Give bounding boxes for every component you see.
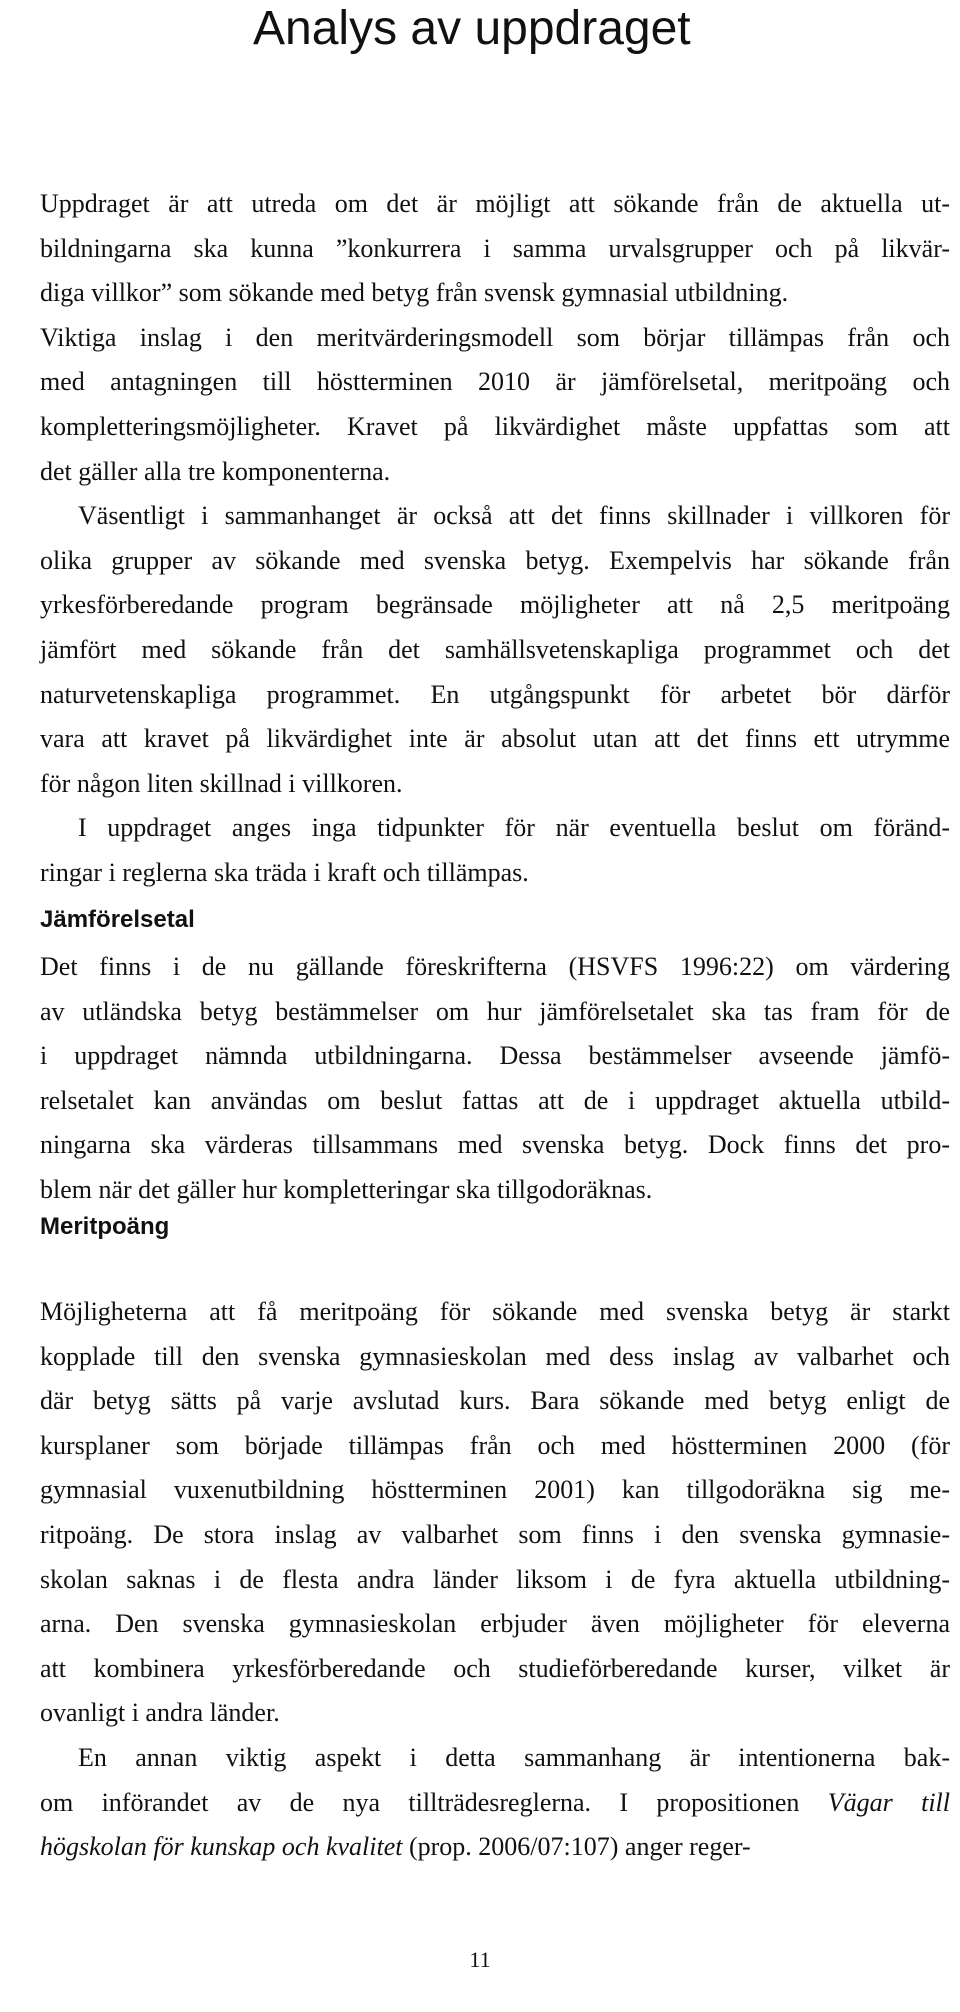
text-line-with-italic	[40, 1825, 950, 1870]
text-line: Väsentligt i sammanhanget är också att det finns skillnader i villkoren för	[78, 501, 950, 531]
text-line: ritpoäng. De stora inslag av valbarhet som finns i den svenska gymnasie-	[40, 1519, 950, 1549]
text-line: där betyg sätts på varje avslutad kurs. Bara sökande med betyg enligt de	[40, 1386, 950, 1416]
italic-title-text: högskolan för kunskap och kvalitet	[40, 1832, 403, 1862]
paragraph-first-line	[40, 494, 950, 539]
text-line: vara att kravet på likvärdighet inte är absolut utan att det finns ett utrymme	[40, 724, 950, 754]
text-line: ningarna ska värderas tillsammans med svenska betyg. Dock finns det pro-	[40, 1130, 950, 1160]
text-line: jämfört med sökande från det samhällsvetenskapliga programmet och det	[40, 634, 950, 664]
text-line: att kombinera yrkesförberedande och studieförberedande kurser, vilket är	[40, 1653, 950, 1683]
text-line: ringar i reglerna ska träda i kraft och tillämpas.	[40, 857, 529, 887]
text-line: för någon liten skillnad i villkoren.	[40, 768, 403, 798]
paragraph-first-line	[40, 806, 950, 851]
text-line: olika grupper av sökande med svenska betyg. Exempelvis har sökande från	[40, 545, 950, 575]
italic-title-text: Vägar till	[827, 1787, 950, 1817]
text-line: I uppdraget anges inga tidpunkter för när eventuella beslut om föränd-	[78, 813, 950, 843]
text-line: ovanligt i andra länder.	[40, 1698, 280, 1728]
text-line: relsetalet kan användas om beslut fattas att de i uppdraget aktuella utbild-	[40, 1085, 950, 1115]
text-line: om införandet av de nya tillträdesreglerna. I propositionen	[40, 1787, 828, 1817]
section-heading-jamforelsetal: Jämförelsetal	[40, 906, 195, 933]
paragraph-first-line	[40, 1736, 950, 1781]
meritpoang-text	[40, 1290, 950, 1870]
page-title: Analys av uppdraget	[253, 2, 691, 55]
text-line: med antagningen till höstterminen 2010 är jämförelsetal, meritpoäng och	[40, 367, 950, 397]
text-line-with-italic	[40, 1781, 950, 1826]
text-line: det gäller alla tre komponenterna.	[40, 456, 391, 486]
intro-text	[40, 182, 950, 896]
text-line: gymnasial vuxenutbildning höstterminen 2001) kan tillgodoräkna sig me-	[40, 1475, 950, 1505]
text-line: yrkesförberedande program begränsade möjligheter att nå 2,5 meritpoäng	[40, 590, 950, 620]
text-line: i uppdraget nämnda utbildningarna. Dessa bestämmelser avseende jämfö-	[40, 1041, 950, 1071]
text-line: arna. Den svenska gymnasieskolan erbjuder även möjligheter för eleverna	[40, 1609, 950, 1639]
text-line: kursplaner som började tillämpas från och med höstterminen 2000 (för	[40, 1430, 950, 1460]
text-line: bildningarna ska kunna ”konkurrera i samma urvalsgrupper och på likvär-	[40, 233, 950, 263]
text-line: blem när det gäller hur kompletteringar ska tillgodoräknas.	[40, 1174, 653, 1204]
section-heading-meritpoang: Meritpoäng	[40, 1213, 170, 1240]
jamforelsetal-text	[40, 945, 950, 1213]
text-line: (prop. 2006/07:107) anger reger-	[402, 1832, 751, 1862]
text-line: Viktiga inslag i den meritvärderingsmodell som börjar tillämpas från och	[40, 322, 950, 352]
page-number: 11	[469, 1947, 491, 1972]
text-line: kompletteringsmöjligheter. Kravet på likvärdighet måste uppfattas som att	[40, 411, 950, 441]
text-line: Det finns i de nu gällande föreskrifterna (HSVFS 1996:22) om värdering	[40, 952, 950, 981]
text-line: kopplade till den svenska gymnasieskolan med dess inslag av valbarhet och	[40, 1341, 950, 1371]
text-line: Möjligheterna att få meritpoäng för sökande med svenska betyg är starkt	[40, 1297, 950, 1326]
text-line: Uppdraget är att utreda om det är möjligt att sökande från de aktuella ut-	[40, 189, 950, 218]
text-line: naturvetenskapliga programmet. En utgångspunkt för arbetet bör därför	[40, 679, 950, 709]
text-line: skolan saknas i de flesta andra länder liksom i de fyra aktuella utbildning-	[40, 1564, 950, 1594]
text-line: av utländska betyg bestämmelser om hur jämförelsetalet ska tas fram för de	[40, 996, 950, 1026]
text-line: diga villkor” som sökande med betyg från svensk gymnasial utbildning.	[40, 278, 789, 308]
text-line: En annan viktig aspekt i detta sammanhang är intentionerna bak-	[78, 1742, 950, 1772]
